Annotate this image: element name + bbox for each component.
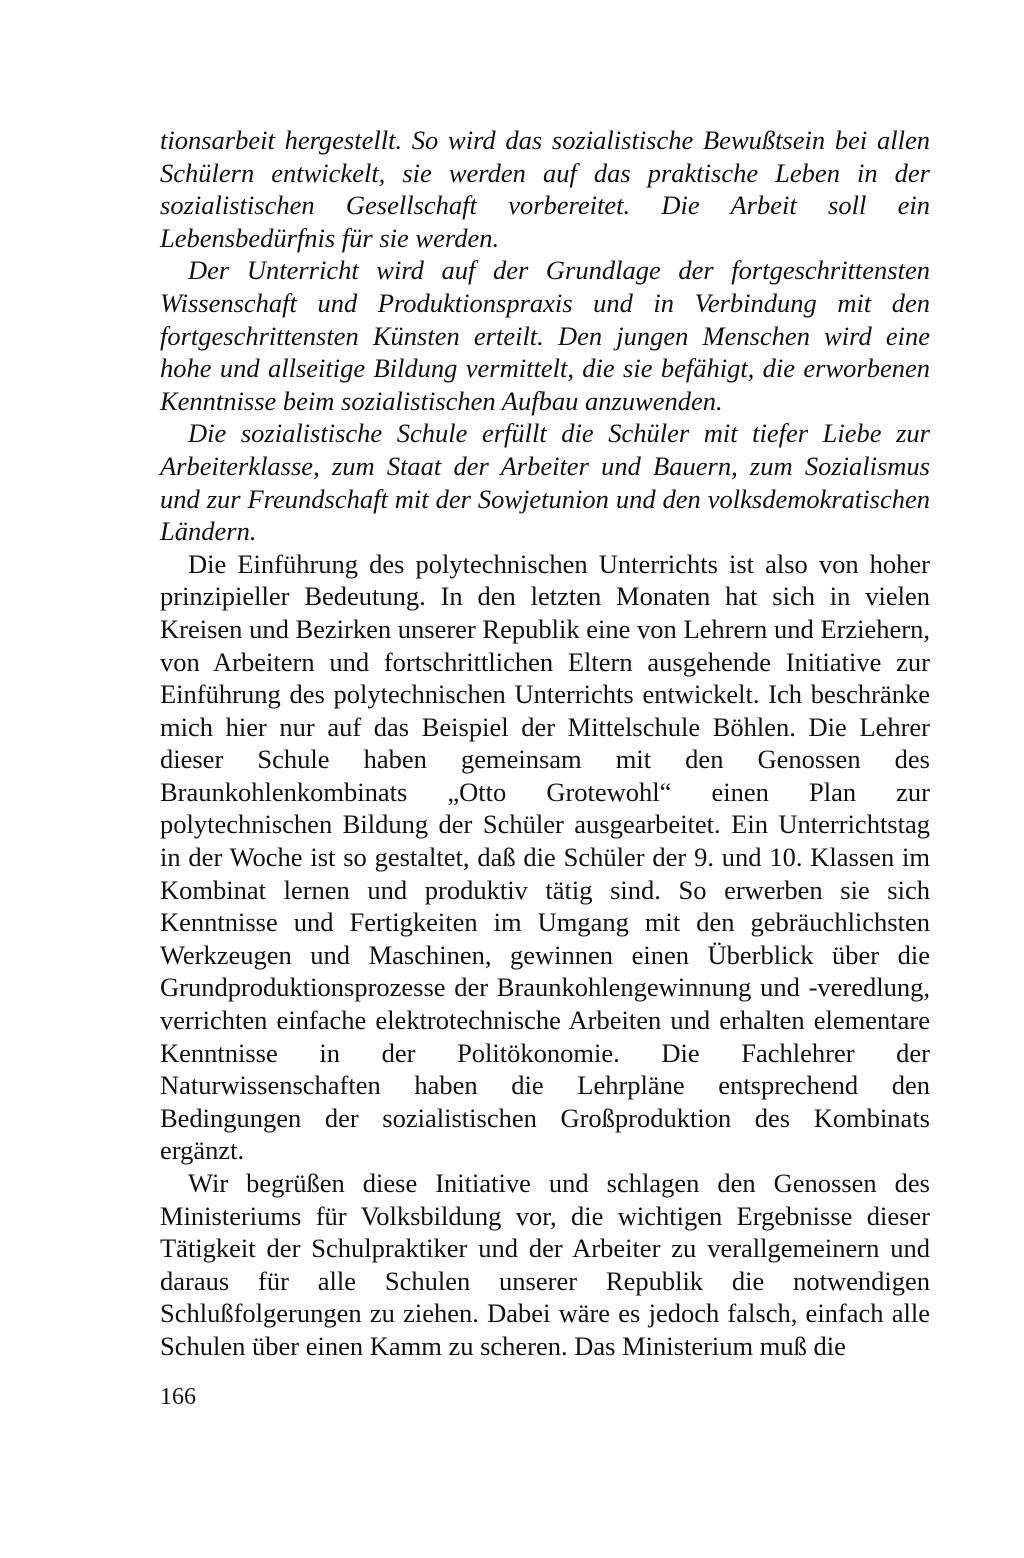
paragraph: Die Einführung des polytechnischen Unterrichts ist also von hoher prinzipieller Bedeutung. In den letzten Monaten hat sich in vielen Kreisen und Bezirken unserer Republik eine von Lehrern und Erziehern, von Arbeitern und fortschrittlichen Eltern ausgehende Initiative zur Einführung des polytechnischen Unterrichts entwickelt. Ich beschränke mich hier nur auf das Beispiel der Mittelschule Böhlen. Die Lehrer dieser Schule haben gemeinsam mit den Genossen des Braunkohlenkombinats „Otto Grotewohl“ einen Plan zur polytechnischen Bildung der Schüler ausgearbeitet. Ein Unterrichtstag in der Woche ist so gestaltet, daß die Schüler der 9. und 10. Klassen im Kombinat lernen und produktiv tätig sind. So erwerben sie sich Kenntnisse und Fertigkeiten im Umgang mit den gebräuchlichsten Werkzeugen und Maschinen, gewinnen einen Überblick über die Grundproduktionsprozesse der Braunkohlengewinnung und -veredlung, verrichten einfache elektrotechnische Arbeiten und erhalten elementare Kenntnisse in der Politökonomie. Die Fachlehrer der Naturwissenschaften haben die Lehrpläne entsprechend den Bedingungen der sozialistischen Großproduktion des Kombinats ergänzt. bbox=[160, 548, 930, 1166]
paragraph: Wir begrüßen diese Initiative und schlagen den Genossen des Ministeriums für Volksbildung vor, die wichtigen Ergebnisse dieser Tätigkeit der Schulpraktiker und der Arbeiter zu verallgemeinern und daraus für alle Schulen unserer Republik die notwendigen Schlußfolgerungen zu ziehen. Dabei wäre es jedoch falsch, einfach alle Schulen über einen Kamm zu scheren. Das Ministerium muß die bbox=[160, 1168, 930, 1361]
body-text bbox=[160, 124, 930, 1363]
paragraph: tionsarbeit hergestellt. So wird das sozialistische Bewußtsein bei allen Schülern entwickelt, sie werden auf das praktische Leben in der sozialistischen Gesellschaft vorbereitet. Die Arbeit soll ein Lebensbedürfnis für sie werden. bbox=[160, 125, 930, 253]
paragraph: Die sozialistische Schule erfüllt die Schüler mit tiefer Liebe zur Arbeiterklasse, zum Staat der Arbeiter und Bauern, zum Sozialismus und zur Freundschaft mit der Sowjetunion und den volksdemokratischen Ländern. bbox=[160, 418, 930, 547]
paragraph: Der Unterricht wird auf der Grundlage der fortgeschrittensten Wissenschaft und Produktionspraxis und in Verbindung mit den fortgeschrittensten Künsten erteilt. Den jungen Menschen wird eine hohe und allseitige Bildung vermittelt, die sie befähigt, die erworbenen Kenntnisse beim sozialistischen Aufbau anzuwenden. bbox=[160, 255, 930, 416]
page-number: 166 bbox=[160, 1384, 196, 1410]
